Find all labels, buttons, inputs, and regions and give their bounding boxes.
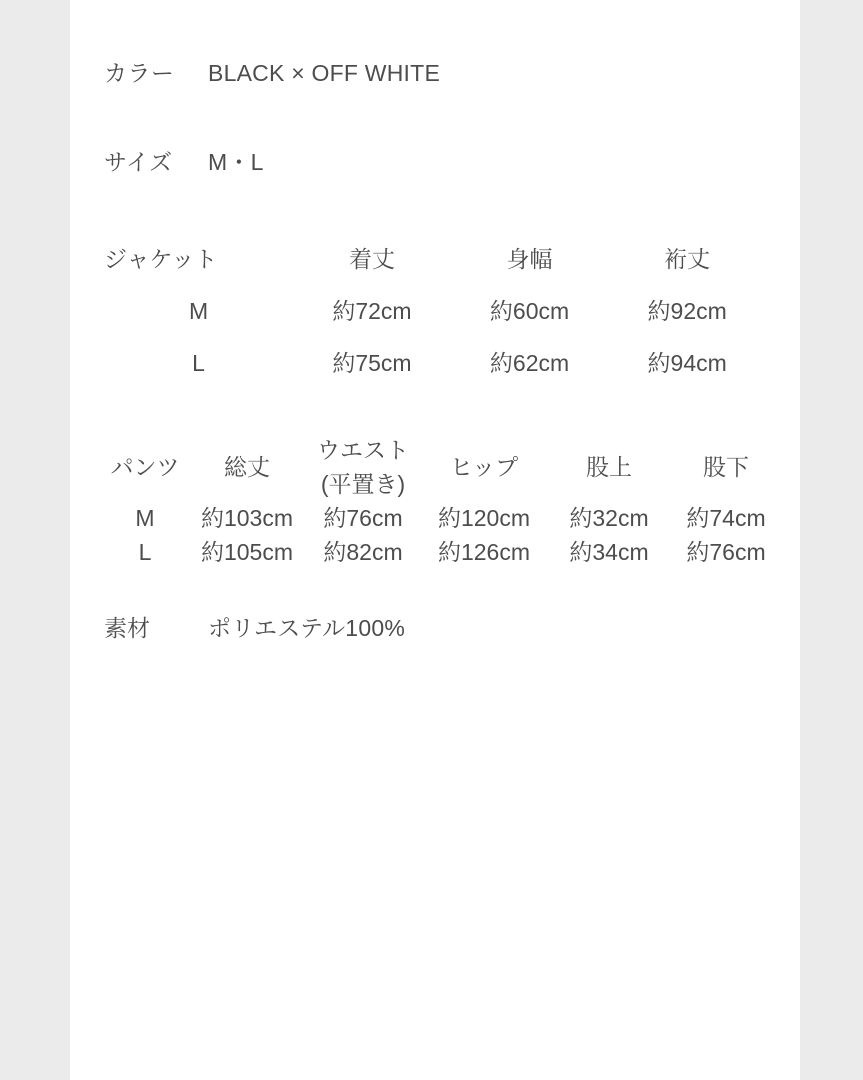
- pants-header-0: パンツ: [110, 454, 180, 481]
- pants-cell-1-2: 約82cm: [323, 539, 403, 566]
- document-page: [70, 0, 800, 1080]
- color-row: [104, 56, 766, 91]
- pants-header-3: ヒップ: [449, 454, 519, 481]
- pants-cell-1-3: 約126cm: [437, 539, 531, 566]
- jacket-cell-1-1: 約75cm: [332, 349, 412, 376]
- jacket-cell-1-0: L: [192, 349, 205, 376]
- table-row: [104, 337, 766, 389]
- material-row: [104, 611, 766, 646]
- table-row: [104, 285, 766, 337]
- pants-cell-0-2: 約76cm: [323, 505, 403, 532]
- pants-header-4: 股上: [586, 454, 632, 481]
- jacket-header-3: 裄丈: [664, 245, 711, 272]
- color-label: カラー: [104, 60, 175, 86]
- jacket-cell-0-0: M: [188, 297, 209, 324]
- size-row: [104, 145, 766, 180]
- table-row: [104, 501, 784, 535]
- jacket-header-1: 着丈: [348, 245, 395, 272]
- pants-cell-0-3: 約120cm: [437, 505, 531, 532]
- pants-header-5: 股下: [703, 454, 749, 481]
- pants-cell-1-0: L: [138, 539, 152, 566]
- jacket-cell-0-3: 約92cm: [647, 297, 727, 324]
- material-label: 素材: [104, 615, 150, 642]
- color-value: BLACK × OFF WHITE: [208, 60, 441, 86]
- size-value: M・L: [208, 148, 264, 175]
- pants-cell-0-1: 約103cm: [200, 505, 294, 532]
- pants-header-1: 総丈: [224, 454, 270, 481]
- size-label: サイズ: [104, 148, 173, 175]
- pants-header-2: ウエスト(平置き): [317, 437, 409, 498]
- product-spec-content: [70, 0, 800, 646]
- jacket-cell-0-1: 約72cm: [332, 297, 412, 324]
- jacket-cell-1-2: 約62cm: [489, 349, 570, 376]
- material-value: ポリエステル100%: [208, 615, 406, 642]
- jacket-cell-1-3: 約94cm: [647, 349, 727, 376]
- table-header-row: [104, 433, 784, 501]
- pants-cell-0-4: 約32cm: [569, 505, 649, 532]
- jacket-header-0: ジャケット: [104, 245, 218, 272]
- table-header-row: [104, 233, 766, 285]
- pants-cell-1-5: 約76cm: [686, 539, 766, 566]
- jacket-measurements-table: [104, 233, 766, 389]
- pants-cell-0-5: 約74cm: [686, 505, 766, 532]
- jacket-cell-0-2: 約60cm: [489, 297, 570, 324]
- pants-cell-1-1: 約105cm: [200, 539, 294, 566]
- pants-cell-1-4: 約34cm: [569, 539, 649, 566]
- pants-cell-0-0: M: [135, 505, 155, 532]
- table-row: [104, 535, 784, 569]
- jacket-header-2: 身幅: [506, 245, 553, 272]
- pants-measurements-table: [104, 433, 784, 569]
